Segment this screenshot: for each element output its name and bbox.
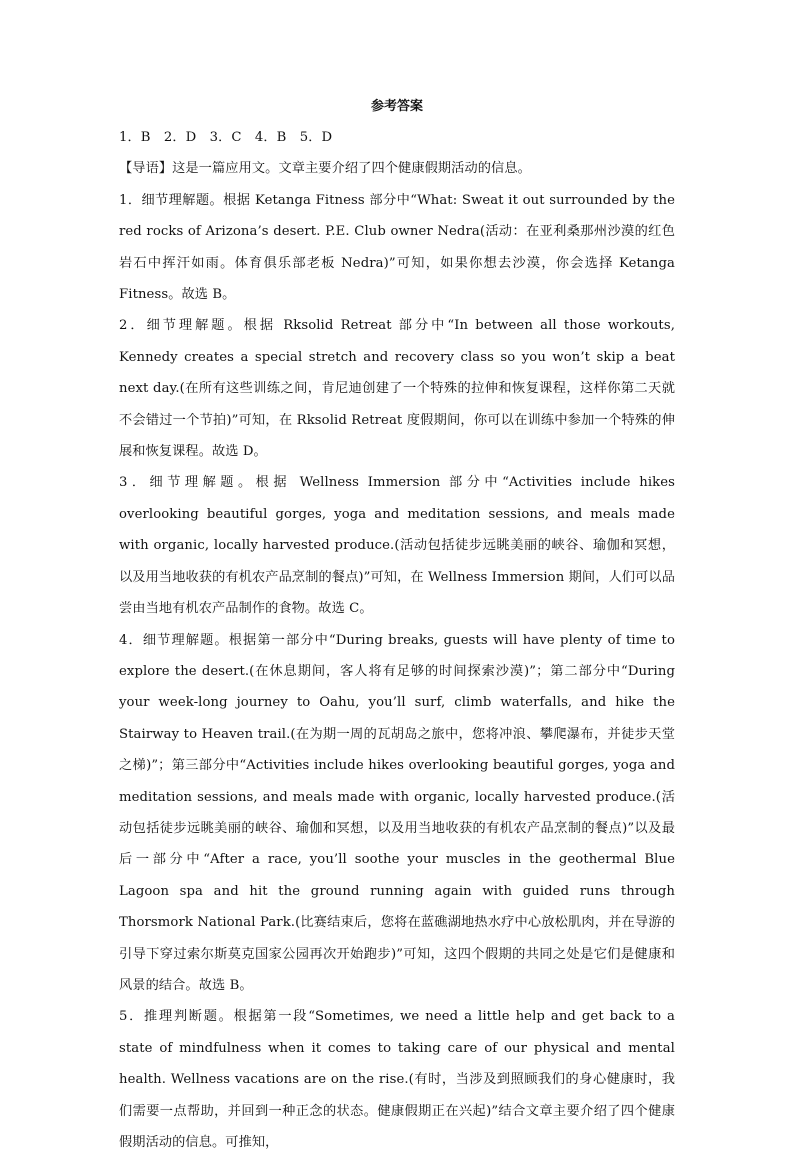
answer-key-line: 1．B 2．D 3．C 4．B 5．D <box>119 130 333 145</box>
answer-content <box>119 122 675 1158</box>
explanation-2: 2．细节理解题。根据 Rksolid Retreat 部分中“In between all those workouts, Kennedy creates a special stretch and recovery class so you won’t skip a beat next day.(在所有这些训练之间，肯尼迪创建了一个特殊的拉伸和恢复课程，这样你第二天就不会错过一个节拍)”可知，在 Rksolid Retreat 度假期间，你可以在训练中参加一个特殊的伸展和恢复课程。故选 D。 <box>119 318 675 460</box>
explanation-3: 3．细节理解题。根据 Wellness Immersion 部分中“Activities include hikes overlooking beautiful gorges, yoga and meditation sessions, and meals made with organic, locally harvested produce.(活动包括徒步远眺美丽的峡谷、瑜伽和冥想，以及用当地收获的有机农产品烹制的餐点)”可知，在 Wellness Immersion 期间，人们可以品尝由当地有机农产品制作的食物。故选 C。 <box>119 475 675 617</box>
explanation-4: 4．细节理解题。根据第一部分中“During breaks, guests will have plenty of time to explore the desert.(在休息期间，客人将有足够的时间探索沙漠)”；第二部分中“During your week-long journey to Oahu, you’ll surf, climb waterfalls, and hike the Stairway to Heaven trail.(在为期一周的瓦胡岛之旅中，您将冲浪、攀爬瀑布，并徒步天堂之梯)”；第三部分中“Activities include hikes overlooking beautiful gorges, yoga and meditation sessions, and meals made with organic, locally harvested produce.(活动包括徒步远眺美丽的峡谷、瑜伽和冥想，以及用当地收获的有机农产品烹制的餐点)”以及最后一部分中“After a race, you’ll soothe your muscles in the geothermal Blue Lagoon spa and hit the ground running again with guided runs through Thorsmork National Park.(比赛结束后，您将在蓝礁湖地热水疗中心放松肌肉，并在导游的引导下穿过索尔斯莫克国家公园再次开始跑步)”可知，这四个假期的共同之处是它们是健康和风景的结合。故选 B。 <box>119 632 675 993</box>
guide-paragraph: 【导语】这是一篇应用文。文章主要介绍了四个健康假期活动的信息。 <box>119 161 531 177</box>
explanation-1: 1．细节理解题。根据 Ketanga Fitness 部分中“What: Sweat it out surrounded by the red rocks of Arizona’s desert. P.E. Club owner Nedra(活动：在亚利桑那州沙漠的红色岩石中挥汗如雨。体育俱乐部老板 Nedra)”可知，如果你想去沙漠，你会选择 Ketanga Fitness。故选 B。 <box>119 192 675 303</box>
explanation-5: 5．推理判断题。根据第一段“Sometimes, we need a little help and get back to a state of mindfulness when it comes to taking care of our physical and mental health. Wellness vacations are on the rise.(有时，当涉及到照顾我们的身心健康时，我们需要一点帮助，并回到一种正念的状态。健康假期正在兴起)”结合文章主要介绍了四个健康假期活动的信息。可推知， <box>119 1009 675 1150</box>
page-title: 参考答案 <box>370 99 423 114</box>
